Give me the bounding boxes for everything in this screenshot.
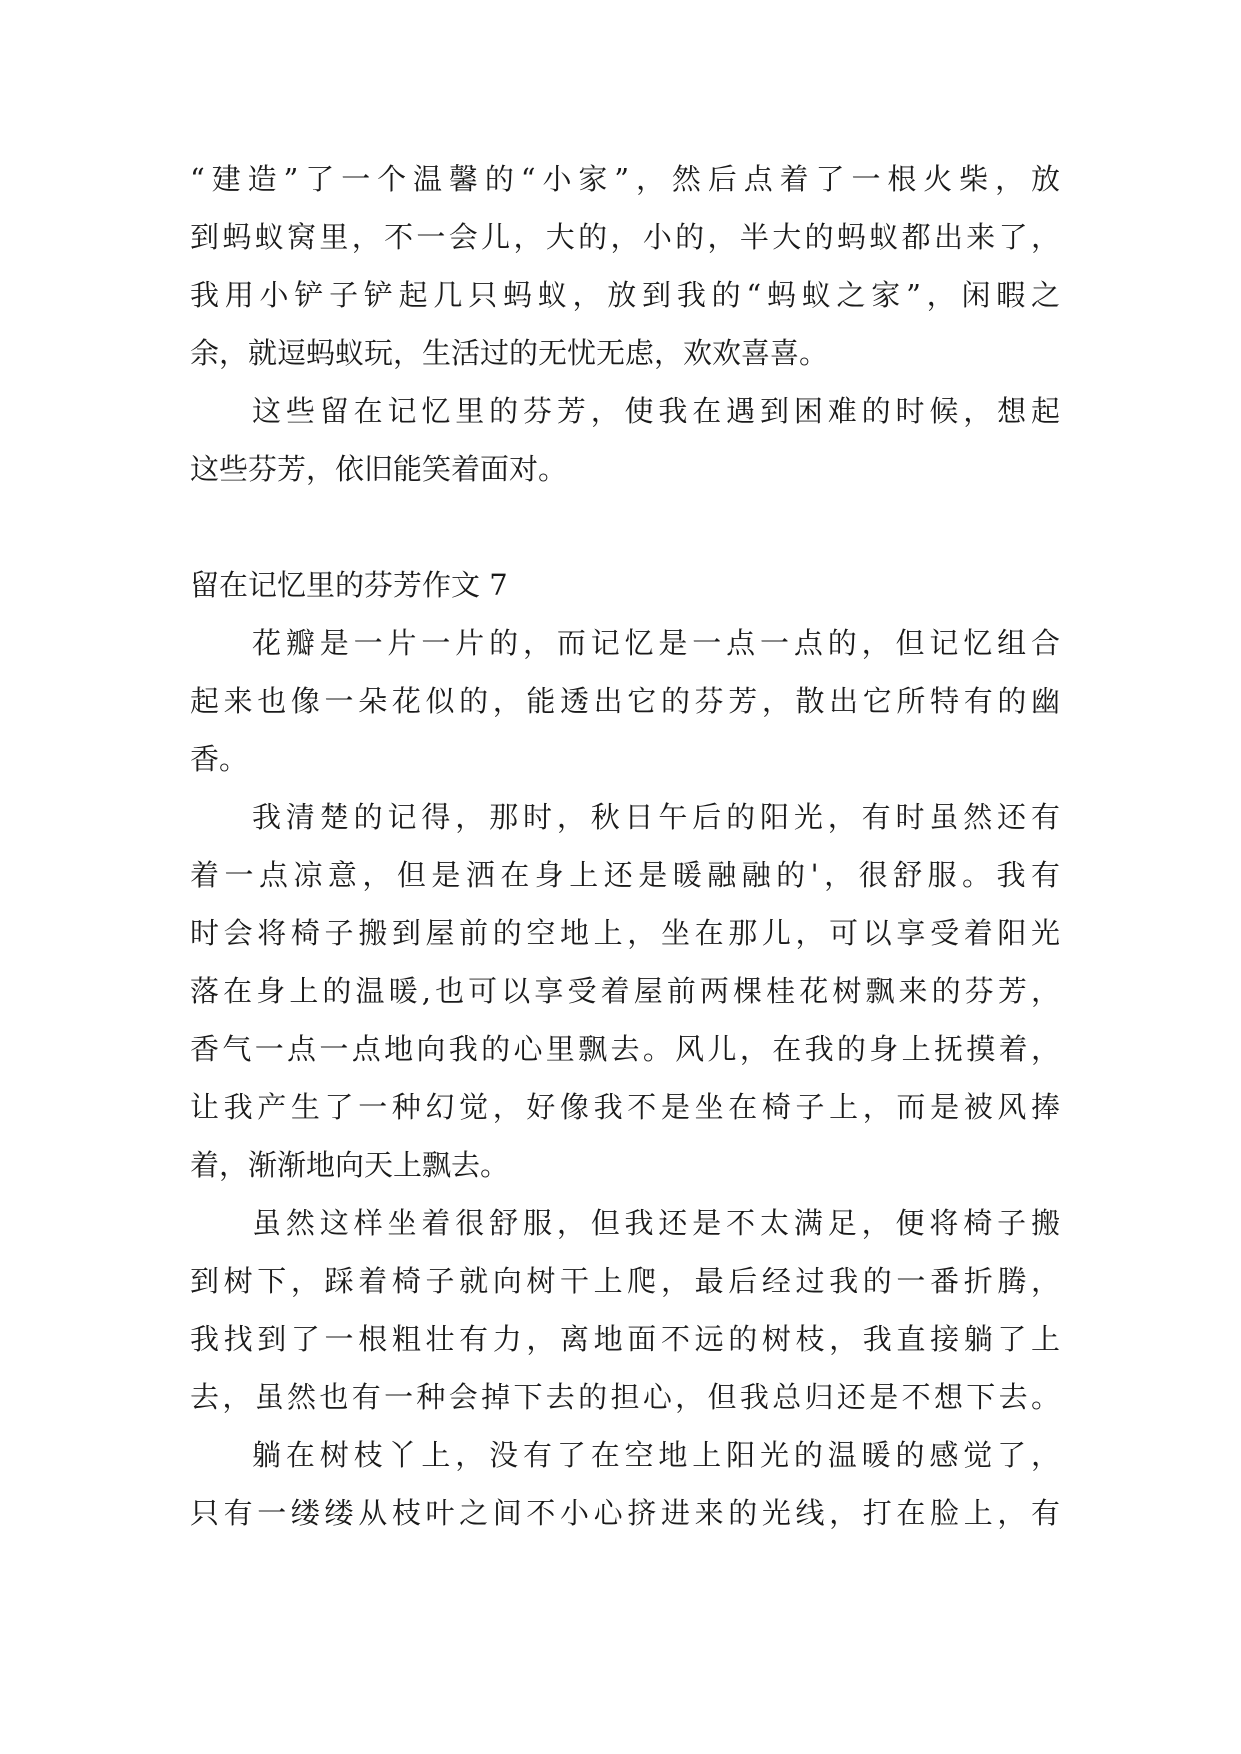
text-line: 只有一缕缕从枝叶之间不小心挤进来的光线，打在脸上，有 bbox=[190, 1496, 1060, 1530]
text-line: 我用小铲子铲起几只蚂蚁，放到我的“蚂蚁之家”，闲暇之 bbox=[190, 278, 1060, 312]
text-line: 我找到了一根粗壮有力，离地面不远的树枝，我直接躺了上 bbox=[190, 1322, 1060, 1356]
section-title: 留在记忆里的芬芳作文 7 bbox=[190, 568, 508, 602]
paragraph bbox=[190, 614, 1060, 788]
text-line: 虽然这样坐着很舒服，但我还是不太满足，便将椅子搬 bbox=[252, 1206, 1060, 1240]
text-line: 余，就逗蚂蚁玩，生活过的无忧无虑，欢欢喜喜。 bbox=[190, 336, 829, 370]
text-line: 着一点凉意，但是洒在身上还是暖融融的'，很舒服。我有 bbox=[190, 858, 1060, 892]
text-line: 落在身上的温暖,也可以享受着屋前两棵桂花树飘来的芬芳， bbox=[190, 974, 1060, 1008]
document-page bbox=[190, 150, 1060, 1542]
text-line: 时会将椅子搬到屋前的空地上，坐在那儿，可以享受着阳光 bbox=[190, 916, 1060, 950]
paragraph bbox=[190, 1194, 1060, 1426]
paragraph bbox=[190, 150, 1060, 382]
text-line: 到蚂蚁窝里，不一会儿，大的，小的，半大的蚂蚁都出来了， bbox=[190, 220, 1060, 254]
text-line: 让我产生了一种幻觉，好像我不是坐在椅子上，而是被风捧 bbox=[190, 1090, 1060, 1124]
text-line: 躺在树枝丫上，没有了在空地上阳光的温暖的感觉了， bbox=[252, 1438, 1060, 1472]
text-line: “建造”了一个温馨的“小家”，然后点着了一根火柴，放 bbox=[190, 162, 1060, 196]
paragraph bbox=[190, 788, 1060, 1194]
text-line: 去，虽然也有一种会掉下去的担心，但我总归还是不想下去。 bbox=[190, 1380, 1060, 1414]
text-line: 起来也像一朵花似的，能透出它的芬芳，散出它所特有的幽 bbox=[190, 684, 1060, 718]
text-line: 这些留在记忆里的芬芳，使我在遇到困难的时候，想起 bbox=[252, 394, 1060, 428]
text-line: 着，渐渐地向天上飘去。 bbox=[190, 1148, 510, 1182]
text-line: 这些芬芳，依旧能笑着面对。 bbox=[190, 452, 568, 486]
paragraph bbox=[190, 382, 1060, 498]
text-line: 香。 bbox=[190, 742, 249, 776]
text-line: 我清楚的记得，那时，秋日午后的阳光，有时虽然还有 bbox=[252, 800, 1060, 834]
paragraph bbox=[190, 1426, 1060, 1542]
blank-line bbox=[190, 498, 1060, 556]
text-line: 到树下，踩着椅子就向树干上爬，最后经过我的一番折腾， bbox=[190, 1264, 1060, 1298]
text-line: 花瓣是一片一片的，而记忆是一点一点的，但记忆组合 bbox=[252, 626, 1060, 660]
text-line: 香气一点一点地向我的心里飘去。风儿，在我的身上抚摸着， bbox=[190, 1032, 1060, 1066]
